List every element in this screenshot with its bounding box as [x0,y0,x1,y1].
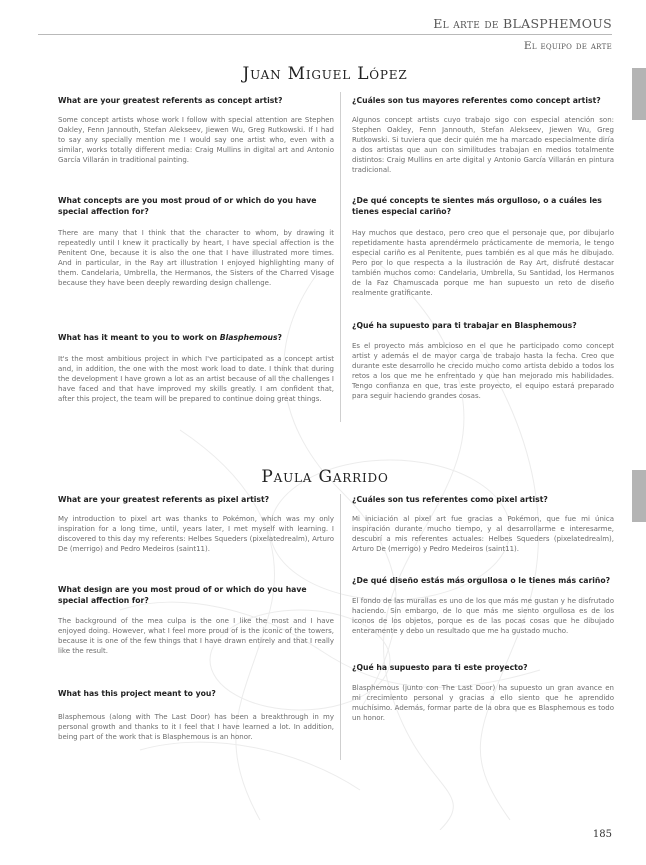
question-es: ¿Cuáles son tus referentes como pixel artist? [352,495,548,504]
header-rule [38,34,612,35]
answer-en: The background of the mea culpa is the one I like the most and I have enjoyed doing. However, what I feel more proud of is the iconic of the towers, because it is one of the few things that I have drawn entirely and that I really like the result. [58,617,334,655]
answer-es: El fondo de las murallas es uno de los que más me gustan y he disfrutado haciendo. Sin embargo, de lo que más me siento orgullosa es de los iconos de los objetos, porque es de las pocas cosas que he dibujado enteramente y debo un resultado que me ha gustado mucho. [352,597,614,635]
question-es: ¿Cuáles son tus mayores referentes como concept artist? [352,96,601,105]
spanish-column-2 [352,494,614,764]
question-es: ¿Qué ha supuesto para ti este proyecto? [352,663,528,672]
column-divider-1 [340,92,341,422]
answer-es: Mi iniciación al pixel art fue gracias a Pokémon, que fue mi única inspiración durante mucho tiempo, y al desarrollarme e interesarme, descubrí a mis referentes actuales: Helbes Squeders (pixelatedrealm), Arturo De (merrigo) y Pedro Medeiros (saint11). [352,515,614,553]
answer-en: There are many that I think that the character to whom, by drawing it repeatedly until I knew it practically by heart, I have special affection is the Penitent One, because it is also the one that I have illustrated more times. And in particular, in the Ray art illustration I enjoyed highlighting many of them. Candelaria, Umbrella, the Hermanos, the Sisters of the Charred Visage because they have been deeply rewarding design challenge. [58,229,334,287]
question-en: What design are you most proud of or which do you have special affection for? [58,585,307,605]
answer-en: Blasphemous (along with The Last Door) has been a breakthrough in my personal growth and thanks to it I feel that I have learned a lot. In addition, being part of the work that is Blasphemous is an honor. [58,713,334,741]
page-number: 185 [592,829,612,840]
answer-en: My introduction to pixel art was thanks to Pokémon, which was my only inspiration for a long time, until, years later, I met myself with learning. I discovered to this day my referents: Helbes Squeders (pixelatedrealm), Arturo De (merrigo) and Pedro Medeiros (saint11). [58,515,334,553]
chapter-tab-top [632,68,646,120]
question-es: ¿De qué diseño estás más orgullosa o le tienes más cariño? [352,576,611,585]
answer-es: Hay muchos que destaco, pero creo que el personaje que, por dibujarlo repetidamente hasta aprendérmelo prácticamente de memoria, le tengo especial cariño es al Penitente, pues también es al que más he dibujado. Pero por lo que respecta a la ilustración de Ray Art, disfruté destacar también muchos como: Candelaria, Umbrella, Su Santidad, los Hermanos de la Faz Chamuscada porque me han supuesto un reto de diseño realmente gratificante. [352,229,614,297]
column-divider-2 [340,494,341,760]
question-es: ¿Qué ha supuesto para ti trabajar en Blasphemous? [352,321,577,330]
question-en: What are your greatest referents as concept artist? [58,96,283,105]
title-italic: Blasphemous [219,333,278,342]
answer-es: Es el proyecto más ambicioso en el que he participado como concept artist y además el de mayor carga de trabajo hasta la fecha. Creo que durante este desarrollo he crecido mucho como artista debido a todos los retos a los que me he enfrentado y que han mejorado mis habilidades. Tengo confianza en que, tras este proyecto, el equipo estará preparado para seguir haciendo grandes cosas. [352,342,614,400]
english-column-1 [58,95,334,435]
answer-es: Algunos concept artists cuyo trabajo sigo con especial atención son: Stephen Oakley, Fenn Jannouth, Stefan Alekseev, Jiewen Wu, Greg Rutkowski. Si tuviera que decir quién me ha marcado especialmente diría a dos artistas que aun con similitudes trabajan en medios totalmente distintos: Craig Mullins en arte digital y Antonio García Villarán en pintura tradicional. [352,116,614,174]
chapter-tab-bottom [632,470,646,522]
running-head-section: El equipo de arte [523,40,612,52]
running-head-book-title: El arte de BLASPHEMOUS [433,16,612,31]
answer-en: Some concept artists whose work I follow with special attention are Stephen Oakley, Fenn Jannouth, Stefan Alekseev, Jiewen Wu, Greg Rutkowski. If I had to say any specially mention me I would say one artist who, even with a similar, works totally different media: Craig Mullins in digital art and Antonio García Villarán in traditional painting. [58,116,334,164]
question-en: What are your greatest referents as pixel artist? [58,495,270,504]
answer-en: It's the most ambitious project in which I've participated as a concept artist and, in addition, the one with the most work load to date. I think that during the development I have grown a lot as an artist because of all the challenges I have faced and that have improved my skills greatly. I am confident that, after this project, the team will be prepared to continue doing great things. [58,355,334,403]
interviewee-name-2: Paula Garrido [261,467,389,487]
english-column-2 [58,494,334,764]
question-en: What concepts are you most proud of or which do you have special affection for? [58,196,317,216]
question-en: What has it meant to you to work on Blasphemous? [58,333,282,342]
interviewee-name-1: Juan Miguel López [242,64,408,84]
question-es: ¿De qué concepts te sientes más orgulloso, o a cuáles les tienes especial cariño? [352,196,602,216]
answer-es: Blasphemous (junto con The Last Door) ha supuesto un gran avance en mi crecimiento personal y gracias a ello siento que he aprendido muchísimo. Además, formar parte de la obra que es Blasphemous es todo un honor. [352,684,614,722]
spanish-column-1 [352,95,614,435]
question-en: What has this project meant to you? [58,689,216,698]
